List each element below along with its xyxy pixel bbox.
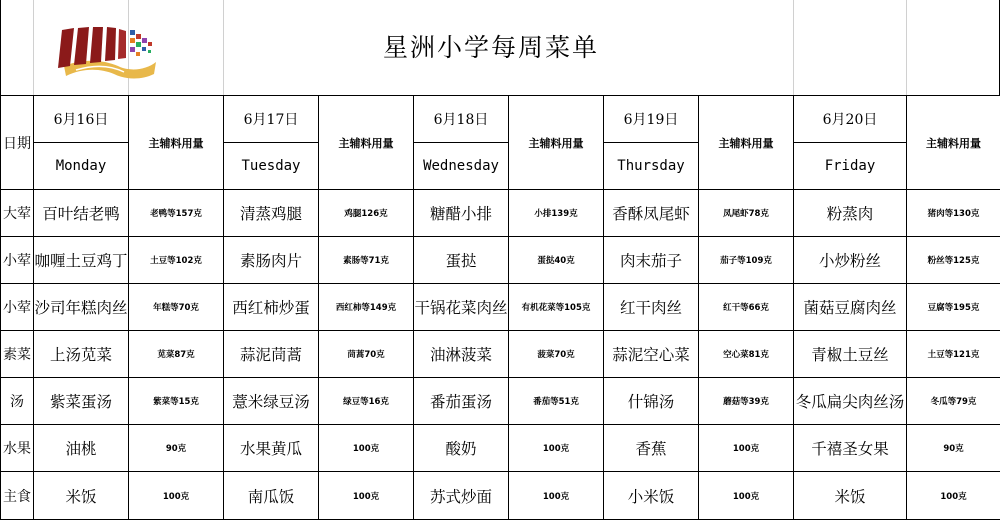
dish-name: 粉蒸肉 [794,190,907,237]
ingredient-amount: 猪肉等130克 [907,190,1000,237]
dish-name: 西红柿炒蛋 [224,284,319,331]
dish-name: 什锦汤 [604,378,699,425]
dish-name: 香酥凤尾虾 [604,190,699,237]
dish-name: 菌菇豆腐肉丝 [794,284,907,331]
menu-row [1,284,1000,331]
page-title: 星洲小学每周菜单 [382,33,599,62]
dish-name: 米饭 [34,472,129,520]
day-weekday: Tuesday [224,143,319,190]
ingredient-amount: 凤尾虾78克 [699,190,794,237]
menu-row [1,472,1000,520]
usage-header: 主辅料用量 [509,96,604,190]
ingredient-amount: 土豆等121克 [907,331,1000,378]
dish-name: 酸奶 [414,425,509,472]
ingredient-amount: 100克 [509,472,604,520]
menu-row [1,237,1000,284]
ingredient-amount: 番茄等51克 [509,378,604,425]
ingredient-amount: 菠菜70克 [509,331,604,378]
meal-category: 汤 [1,378,34,425]
meal-category: 大荤 [1,190,34,237]
ingredient-amount: 90克 [907,425,1000,472]
ingredient-amount: 100克 [509,425,604,472]
ingredient-amount: 空心菜81克 [699,331,794,378]
ingredient-amount: 蘑菇等39克 [699,378,794,425]
ingredient-amount: 鸡腿126克 [319,190,414,237]
day-weekday: Thursday [604,143,699,190]
meal-category: 主食 [1,472,34,520]
dish-name: 油桃 [34,425,129,472]
ingredient-amount: 茄子等109克 [699,237,794,284]
dish-name: 米饭 [794,472,907,520]
dish-name: 红干肉丝 [604,284,699,331]
day-date: 6月17日 [224,96,319,143]
ingredient-amount: 红干等66克 [699,284,794,331]
dish-name: 水果黄瓜 [224,425,319,472]
weekly-menu-table [0,95,1000,520]
ingredient-amount: 粉丝等125克 [907,237,1000,284]
dish-name: 糖醋小排 [414,190,509,237]
dish-name: 紫菜蛋汤 [34,378,129,425]
menu-row [1,378,1000,425]
ingredient-amount: 有机花菜等105克 [509,284,604,331]
dish-name: 蒜泥空心菜 [604,331,699,378]
menu-row [1,425,1000,472]
meal-category: 小荤 [1,284,34,331]
ingredient-amount: 豆腐等195克 [907,284,1000,331]
dish-name: 沙司年糕肉丝 [34,284,129,331]
menu-row [1,331,1000,378]
ingredient-amount: 西红柿等149克 [319,284,414,331]
menu-row [1,190,1000,237]
ingredient-amount: 蛋挞40克 [509,237,604,284]
dish-name: 冬瓜扁尖肉丝汤 [794,378,907,425]
dish-name: 蛋挞 [414,237,509,284]
ingredient-amount: 苋菜87克 [129,331,224,378]
usage-header: 主辅料用量 [319,96,414,190]
day-date: 6月19日 [604,96,699,143]
ingredient-amount: 土豆等102克 [129,237,224,284]
header [0,0,1000,95]
dish-name: 小米饭 [604,472,699,520]
dish-name: 薏米绿豆汤 [224,378,319,425]
ingredient-amount: 茼蒿70克 [319,331,414,378]
ingredient-amount: 100克 [319,425,414,472]
usage-header: 主辅料用量 [129,96,224,190]
dish-name: 苏式炒面 [414,472,509,520]
ingredient-amount: 100克 [699,425,794,472]
ingredient-amount: 100克 [129,472,224,520]
dish-name: 干锅花菜肉丝 [414,284,509,331]
day-weekday: Friday [794,143,907,190]
day-date: 6月20日 [794,96,907,143]
ingredient-amount: 90克 [129,425,224,472]
dish-name: 南瓜饭 [224,472,319,520]
day-weekday: Monday [34,143,129,190]
ingredient-amount: 年糕等70克 [129,284,224,331]
dish-name: 素肠肉片 [224,237,319,284]
dish-name: 百叶结老鸭 [34,190,129,237]
ingredient-amount: 100克 [907,472,1000,520]
day-weekday: Wednesday [414,143,509,190]
dish-name: 小炒粉丝 [794,237,907,284]
ingredient-amount: 小排139克 [509,190,604,237]
dish-name: 青椒土豆丝 [794,331,907,378]
row-header-date: 日期 [1,96,34,190]
dish-name: 肉末茄子 [604,237,699,284]
ingredient-amount: 100克 [319,472,414,520]
ingredient-amount: 100克 [699,472,794,520]
dish-name: 清蒸鸡腿 [224,190,319,237]
dish-name: 咖喱土豆鸡丁 [34,237,129,284]
meal-category: 水果 [1,425,34,472]
dish-name: 番茄蛋汤 [414,378,509,425]
ingredient-amount: 素肠等71克 [319,237,414,284]
meal-category: 小荤 [1,237,34,284]
day-date: 6月18日 [414,96,509,143]
ingredient-amount: 老鸭等157克 [129,190,224,237]
dish-name: 千禧圣女果 [794,425,907,472]
ingredient-amount: 绿豆等16克 [319,378,414,425]
dish-name: 上汤苋菜 [34,331,129,378]
ingredient-amount: 冬瓜等79克 [907,378,1000,425]
usage-header: 主辅料用量 [907,96,1000,190]
ingredient-amount: 紫菜等15克 [129,378,224,425]
usage-header: 主辅料用量 [699,96,794,190]
dish-name: 蒜泥茼蒿 [224,331,319,378]
dish-name: 香蕉 [604,425,699,472]
dish-name: 油淋菠菜 [414,331,509,378]
meal-category: 素菜 [1,331,34,378]
day-date: 6月16日 [34,96,129,143]
